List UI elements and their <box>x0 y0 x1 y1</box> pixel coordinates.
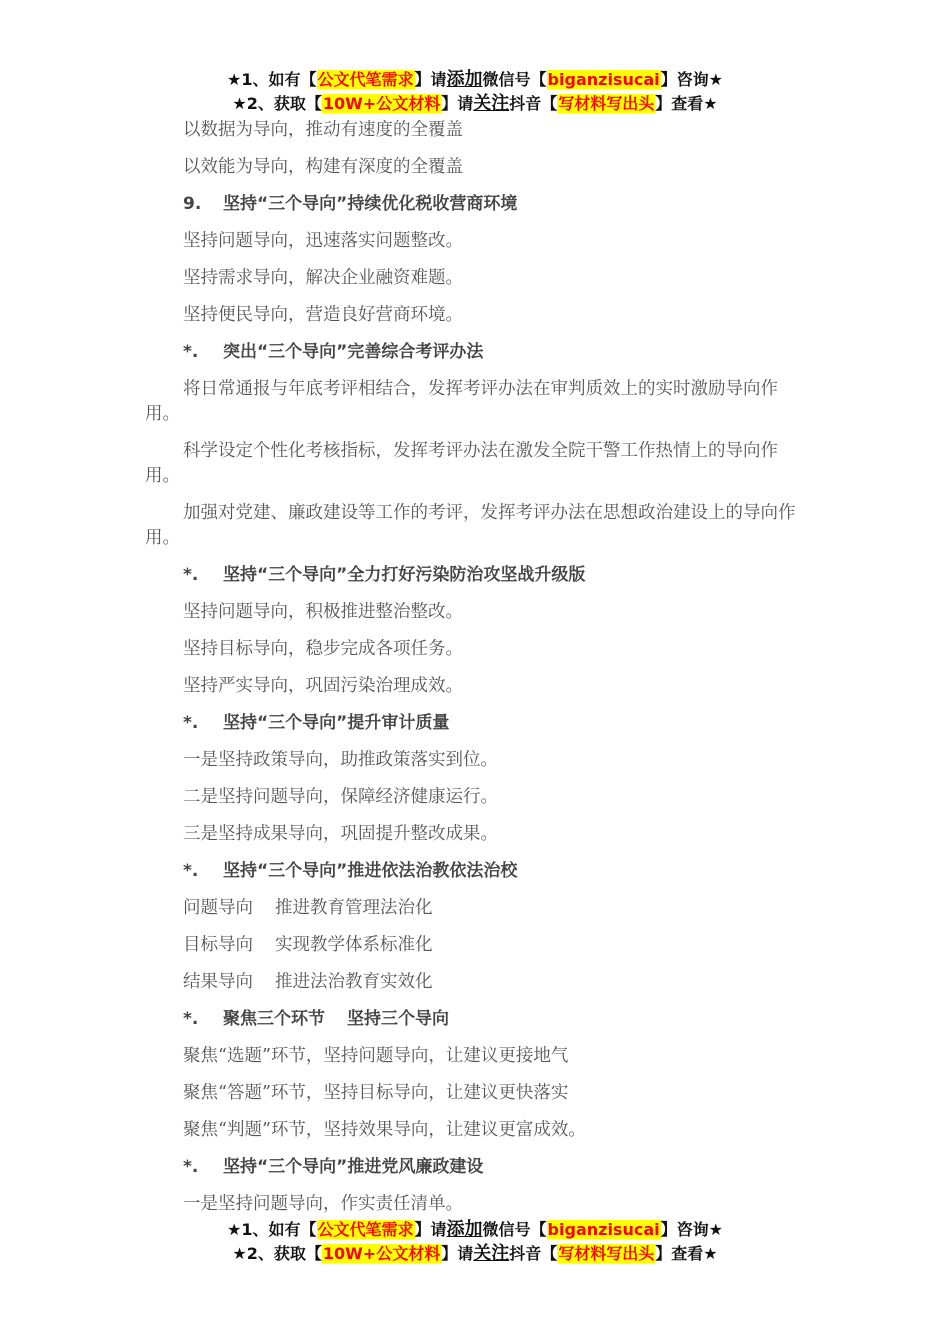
document-body <box>145 118 800 1229</box>
highlight-wechat-id: biganzisucai <box>547 1220 660 1239</box>
promo-line-2: ★2、获取【10W+公文材料】请关注抖音【写材料写出头】查看★ <box>232 93 718 114</box>
section-heading: *. 坚持“三个导向”推进依法治教依法治校 <box>183 861 518 881</box>
promo-line-2: ★2、获取【10W+公文材料】请关注抖音【写材料写出头】查看★ <box>232 1243 718 1264</box>
paragraph: 坚持目标导向，稳步完成各项任务。 <box>183 639 463 659</box>
paragraph: 聚焦“判题”环节，坚持效果导向，让建议更富成效。 <box>183 1120 586 1140</box>
paragraph: 聚焦“答题”环节，坚持目标导向，让建议更快落实 <box>183 1083 569 1103</box>
highlight-service: 公文代笔需求 <box>317 1220 414 1239</box>
paragraph: 结果导向 推进法治教育实效化 <box>183 972 433 992</box>
paragraph: 坚持便民导向，营造良好营商环境。 <box>183 305 463 325</box>
paragraph: 目标导向 实现教学体系标准化 <box>183 935 433 955</box>
paragraph: 坚持需求导向，解决企业融资难题。 <box>183 268 463 288</box>
highlight-douyin-account: 写材料写出头 <box>558 1244 655 1263</box>
section-heading: *. 聚焦三个环节 坚持三个导向 <box>183 1009 449 1029</box>
paragraph: 以数据为导向，推动有速度的全覆盖 <box>183 120 463 140</box>
paragraph: 科学设定个性化考核指标，发挥考评办法在激发全院干警工作热情上的导向作用。 <box>145 441 778 486</box>
paragraph: 加强对党建、廉政建设等工作的考评，发挥考评办法在思想政治建设上的导向作用。 <box>145 503 796 548</box>
paragraph: 一是坚持政策导向，助推政策落实到位。 <box>183 750 498 770</box>
section-heading: *. 突出“三个导向”完善综合考评办法 <box>183 342 484 362</box>
highlight-materials: 10W+公文材料 <box>322 94 441 113</box>
paragraph: 坚持问题导向，积极推进整治整改。 <box>183 602 463 622</box>
paragraph: 一是坚持问题导向，作实责任清单。 <box>183 1194 463 1214</box>
paragraph: 三是坚持成果导向，巩固提升整改成果。 <box>183 824 498 844</box>
footer-promo-banner <box>0 1218 950 1266</box>
paragraph: 坚持问题导向，迅速落实问题整改。 <box>183 231 463 251</box>
highlight-douyin-account: 写材料写出头 <box>558 94 655 113</box>
paragraph: 二是坚持问题导向，保障经济健康运行。 <box>183 787 498 807</box>
paragraph: 将日常通报与年底考评相结合，发挥考评办法在审判质效上的实时激励导向作用。 <box>145 379 778 424</box>
section-heading: 9. 坚持“三个导向”持续优化税收营商环境 <box>183 194 518 214</box>
paragraph: 问题导向 推进教育管理法治化 <box>183 898 433 918</box>
highlight-wechat-id: biganzisucai <box>547 70 660 89</box>
highlight-materials: 10W+公文材料 <box>322 1244 441 1263</box>
paragraph: 坚持严实导向，巩固污染治理成效。 <box>183 676 463 696</box>
paragraph: 聚焦“选题”环节，坚持问题导向，让建议更接地气 <box>183 1046 569 1066</box>
promo-line-1: ★1、如有【公文代笔需求】请添加微信号【biganzisucai】咨询★ <box>227 69 723 90</box>
section-heading: *. 坚持“三个导向”全力打好污染防治攻坚战升级版 <box>183 565 586 585</box>
section-heading: *. 坚持“三个导向”推进党风廉政建设 <box>183 1157 484 1177</box>
highlight-service: 公文代笔需求 <box>317 70 414 89</box>
header-promo-banner <box>0 68 950 116</box>
paragraph: 以效能为导向，构建有深度的全覆盖 <box>183 157 463 177</box>
promo-line-1: ★1、如有【公文代笔需求】请添加微信号【biganzisucai】咨询★ <box>227 1219 723 1240</box>
section-heading: *. 坚持“三个导向”提升审计质量 <box>183 713 450 733</box>
